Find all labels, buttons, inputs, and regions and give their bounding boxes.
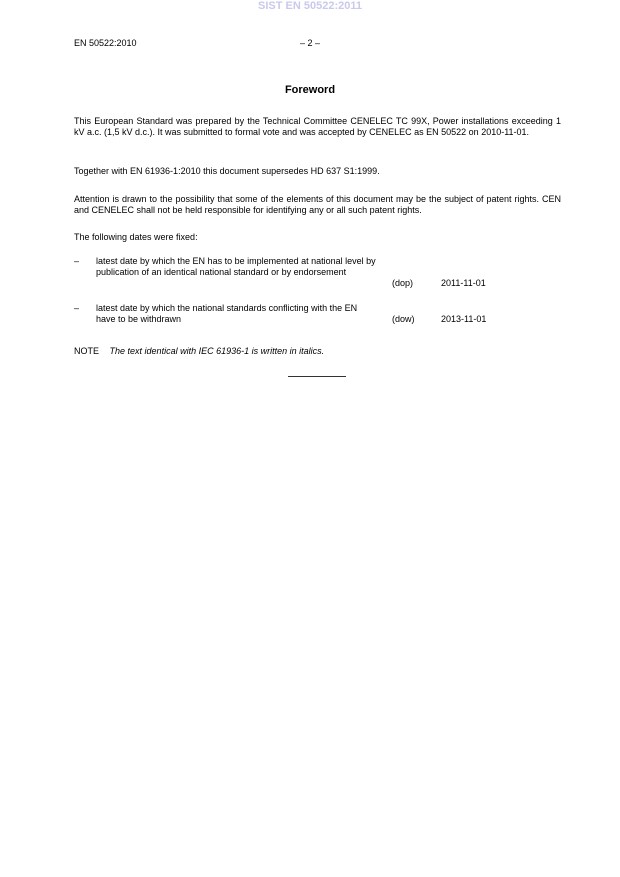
- date-item-date: 2013-11-01: [441, 314, 487, 324]
- header-page-number: – 2 –: [299, 38, 321, 48]
- date-item-dow: [74, 303, 561, 327]
- date-item-abbr: (dow): [392, 314, 415, 324]
- watermark: SIST EN 50522:2011: [258, 0, 362, 12]
- paragraph-dates-intro: The following dates were fixed:: [74, 232, 198, 242]
- note-label: NOTE: [74, 346, 100, 356]
- header-doc-id: EN 50522:2010: [74, 38, 137, 48]
- date-item-text: latest date by which the national standards conflicting with the EN have to be withdrawn: [96, 303, 358, 324]
- paragraph-preparation: This European Standard was prepared by the Technical Committee CENELEC TC 99X, Power installations exceeding 1 kV a.c. (1,5 kV d.c.). It was submitted to formal vote and was accepted by CENELEC as EN 50522 on 2010-11-01.: [74, 116, 561, 137]
- note-text: The text identical with IEC 61936-1 is written in italics.: [109, 346, 325, 356]
- paragraph-supersedes: Together with EN 61936-1:2010 this document supersedes HD 637 S1:1999.: [74, 166, 380, 176]
- paragraph-patent-rights: Attention is drawn to the possibility that some of the elements of this document may be the subject of patent rights. CEN and CENELEC shall not be held responsible for identifying any or all such patent rights.: [74, 194, 561, 215]
- date-item-text: latest date by which the EN has to be implemented at national level by publication of an identical national standard or by endorsement: [96, 256, 376, 277]
- dash-bullet: –: [74, 303, 80, 313]
- date-item-date: 2011-11-01: [441, 278, 486, 288]
- date-item-dop: [74, 256, 561, 292]
- date-item-abbr: (dop): [392, 278, 414, 288]
- page-title: Foreword: [284, 84, 336, 96]
- section-divider: [288, 376, 346, 377]
- note: [74, 346, 324, 357]
- dash-bullet: –: [74, 256, 80, 266]
